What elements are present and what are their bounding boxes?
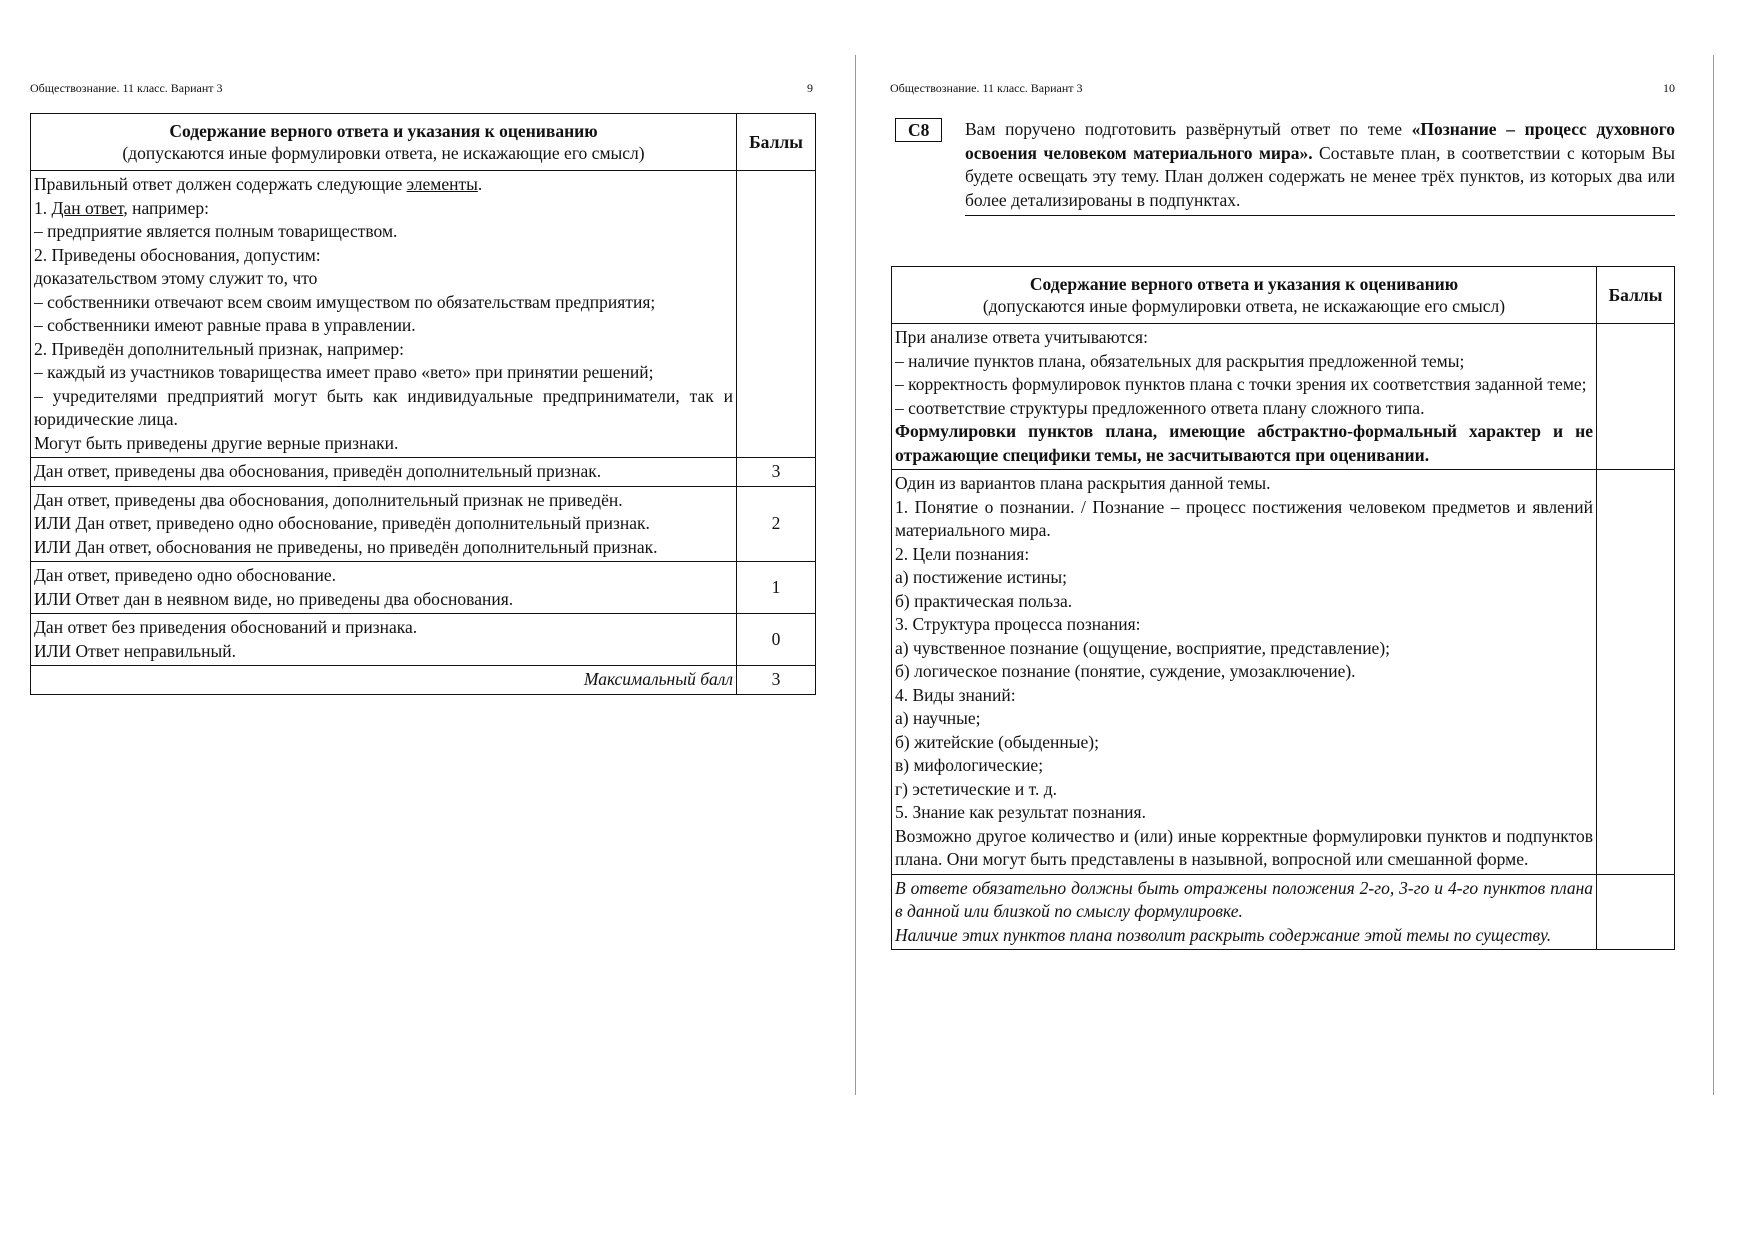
list-item: б) логическое познание (понятие, суждение, умозаключение).: [895, 661, 1356, 681]
plan-points-empty: [1597, 470, 1675, 875]
left-header-title: Содержание верного ответа и указания к оцениванию: [169, 121, 598, 141]
page-edge-line: [1713, 55, 1714, 1095]
list-item: а) постижение истины;: [895, 567, 1067, 587]
task-c8: [895, 118, 1675, 216]
right-table-header: [892, 267, 1597, 324]
list-item: – собственники имеют равные права в управлении.: [34, 315, 416, 335]
right-page-number: 10: [1663, 81, 1675, 95]
left-page-header-title: Обществознание. 11 класс. Вариант 3: [30, 81, 223, 95]
table-row: Дан ответ, приведены два обоснования, дополнительный признак не приведён. ИЛИ Дан ответ, приведено одно обоснование, приведён дополнительный признак. ИЛИ Дан ответ, обоснования не приведены, но приведён дополнительный признак.: [31, 486, 737, 562]
list-item: – предприятие является полным товариществом.: [34, 221, 398, 241]
task-label: C8: [895, 118, 942, 142]
left-answer-intro: Правильный ответ должен содержать следующие элементы.: [34, 174, 483, 194]
list-item: 2. Приведён дополнительный признак, например:: [34, 338, 404, 359]
right-header-points: Баллы: [1597, 267, 1675, 324]
list-item: 3. Структура процесса познания:: [895, 614, 1141, 634]
list-item: Возможно другое количество и (или) иные корректные формулировки пунктов и подпунктов плана. Они могут быть представлены в назывной, вопросной или смешанной форме.: [895, 825, 1594, 869]
row-points: 3: [737, 458, 816, 487]
table-row: Дан ответ, приведены два обоснования, приведён дополнительный признак.: [31, 458, 737, 487]
list-item: 1. Понятие о познании. / Познание – процесс постижения человеком предметов и явлений материального мира.: [895, 496, 1594, 540]
plan-content: [892, 470, 1597, 875]
list-item: 5. Знание как результат познания.: [895, 802, 1146, 822]
list-item: При анализе ответа учитываются:: [895, 327, 1148, 347]
table-row: Дан ответ, приведено одно обоснование. ИЛИ Ответ дан в неявном виде, но приведены два обоснования.: [31, 562, 737, 614]
max-score-label: Максимальный балл: [31, 666, 737, 695]
left-header-points: Баллы: [737, 114, 816, 171]
left-answer-content: [31, 171, 737, 458]
criteria-bold-note: Формулировки пунктов плана, имеющие абстрактно-формальный характер и не отражающие специфики темы, не засчитываются при оценивании.: [895, 421, 1594, 465]
list-item: – наличие пунктов плана, обязательных для раскрытия предложенной темы;: [895, 350, 1465, 371]
row-points: 0: [737, 614, 816, 666]
list-item: а) научные;: [895, 708, 981, 728]
list-item: – корректность формулировок пунктов плана с точки зрения их соответствия заданной теме;: [895, 374, 1587, 394]
right-page-header-title: Обществознание. 11 класс. Вариант 3: [890, 81, 1083, 95]
criteria-points-empty: [1597, 324, 1675, 470]
list-item: б) житейские (обыденные);: [895, 731, 1099, 752]
row-points: 1: [737, 562, 816, 614]
left-table-header: [31, 114, 737, 171]
table-row: Дан ответ без приведения обоснований и признака. ИЛИ Ответ неправильный.: [31, 614, 737, 666]
list-item: Могут быть приведены другие верные признаки.: [34, 432, 399, 453]
list-item: в) мифологические;: [895, 755, 1044, 775]
task-text: Вам поручено подготовить развёрнутый ответ по теме «Познание – процесс духовного освоения человеком материального мира». Составьте план, в соответствии с которым Вы будете освещать эту тему. План должен содержать не менее трёх пунктов, из которых два или более детализированы в подпунктах.: [965, 118, 1675, 216]
left-answer-points-empty: [737, 171, 816, 458]
mandatory-note: В ответе обязательно должны быть отражены положения 2-го, 3-го и 4-го пунктов плана в данной или близкой по смыслу формулировке. Наличие этих пунктов плана позволит раскрыть содержание этой темы по существу.: [892, 874, 1597, 950]
list-item: – соответствие структуры предложенного ответа плану сложного типа.: [895, 397, 1425, 418]
left-scoring-table: [30, 113, 816, 695]
list-item: Один из вариантов плана раскрытия данной темы.: [895, 473, 1271, 493]
left-page-number: 9: [807, 81, 813, 95]
right-header-note: (допускаются иные формулировки ответа, не искажающие его смысл): [982, 296, 1506, 316]
max-score-value: 3: [737, 666, 816, 695]
right-scoring-table: [891, 266, 1675, 950]
list-item: доказательством этому служит то, что: [34, 268, 318, 288]
row-points: 2: [737, 486, 816, 562]
note-points-empty: [1597, 874, 1675, 950]
list-item: 2. Приведены обоснования, допустим:: [34, 244, 321, 265]
list-item: а) чувственное познание (ощущение, восприятие, представление);: [895, 637, 1391, 658]
list-item: – учредителями предприятий могут быть как индивидуальные предприниматели, так и юридические лица.: [34, 385, 734, 429]
list-item: – собственники отвечают всем своим имуществом по обязательствам предприятия;: [34, 291, 656, 312]
page-divider: [855, 55, 856, 1095]
criteria-content: [892, 324, 1597, 470]
list-item: 2. Цели познания:: [895, 543, 1030, 564]
list-item: б) практическая польза.: [895, 590, 1073, 611]
right-header-title: Содержание верного ответа и указания к оцениванию: [1029, 274, 1459, 294]
list-item: – каждый из участников товарищества имеет право «вето» при принятии решений;: [34, 362, 654, 382]
list-item: 4. Виды знаний:: [895, 684, 1016, 705]
left-header-note: (допускаются иные формулировки ответа, не искажающие его смысл): [122, 143, 645, 163]
list-item: г) эстетические и т. д.: [895, 778, 1057, 799]
left-answer-item1: 1. Дан ответ, например:: [34, 197, 209, 218]
